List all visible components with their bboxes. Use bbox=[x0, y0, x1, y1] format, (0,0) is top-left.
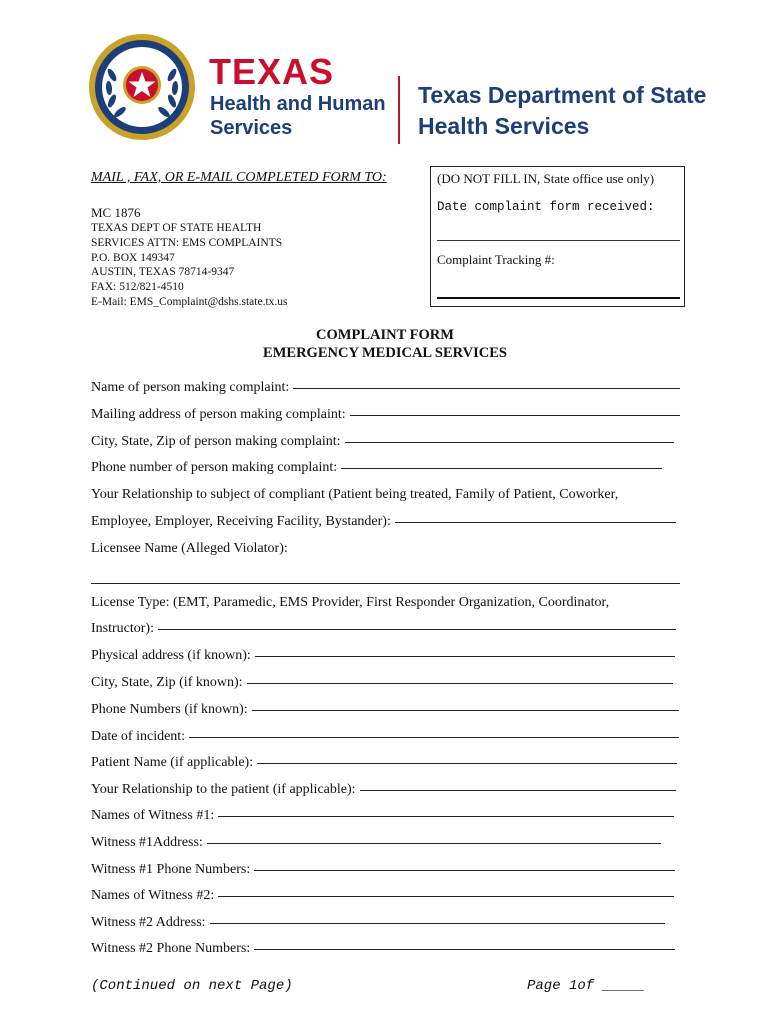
patient-relationship-field[interactable] bbox=[91, 782, 676, 798]
field-label: Witness #2 Address: bbox=[91, 915, 206, 930]
field-label: Employee, Employer, Receiving Facility, Bystander): bbox=[91, 514, 391, 529]
org-name-hhs bbox=[210, 92, 386, 140]
field-label: Names of Witness #1: bbox=[91, 808, 215, 823]
date-received-label: Date complaint form received: bbox=[437, 200, 655, 214]
field-label: City, State, Zip (if known): bbox=[91, 675, 243, 690]
office-use-box bbox=[430, 166, 685, 307]
field-label: Witness #2 Phone Numbers: bbox=[91, 941, 251, 956]
continued-note: (Continued on next Page) bbox=[91, 978, 293, 994]
field-label: Witness #1Address: bbox=[91, 835, 203, 850]
mailing-address-field[interactable] bbox=[91, 407, 680, 423]
fill-line[interactable] bbox=[293, 388, 680, 389]
dept-line1: Texas Department of State bbox=[418, 82, 707, 108]
office-use-title: (DO NOT FILL IN, State office use only) bbox=[437, 171, 655, 186]
licensee-city-field[interactable] bbox=[91, 675, 673, 691]
date-received-line bbox=[437, 240, 680, 241]
form-title-line1: COMPLAINT FORM bbox=[316, 327, 454, 343]
field-label: Instructor): bbox=[91, 621, 154, 636]
header-divider bbox=[398, 76, 400, 144]
fill-line[interactable] bbox=[395, 522, 676, 523]
fill-line[interactable] bbox=[345, 442, 675, 443]
license-type-text: License Type: (EMT, Paramedic, EMS Provider, First Responder Organization, Coordinator, bbox=[91, 595, 610, 610]
fill-line[interactable] bbox=[257, 763, 677, 764]
mail-address bbox=[91, 221, 288, 310]
address-line: FAX: 512/821-4510 bbox=[91, 281, 184, 294]
form-title-line2: EMERGENCY MEDICAL SERVICES bbox=[263, 345, 507, 361]
field-label: Witness #1 Phone Numbers: bbox=[91, 862, 251, 877]
licensee-phone-field[interactable] bbox=[91, 702, 679, 718]
complainant-name-field[interactable] bbox=[91, 380, 680, 396]
license-type-field[interactable] bbox=[91, 621, 676, 637]
relationship-text: Your Relationship to subject of compliant (Patient being treated, Family of Patient, Coworker, bbox=[91, 487, 619, 502]
physical-address-field[interactable] bbox=[91, 648, 675, 664]
fill-line[interactable] bbox=[360, 790, 676, 791]
address-line: TEXAS DEPT OF STATE HEALTH bbox=[91, 222, 262, 234]
department-name bbox=[418, 80, 706, 142]
org-name-texas: TEXAS bbox=[209, 51, 335, 92]
incident-date-field[interactable] bbox=[91, 729, 679, 745]
field-label: Date of incident: bbox=[91, 729, 186, 744]
address-line: E-Mail: EMS_Complaint@dshs.state.tx.us bbox=[91, 295, 288, 308]
address-line: AUSTIN, TEXAS 78714-9347 bbox=[91, 266, 235, 279]
field-label: Names of Witness #2: bbox=[91, 888, 215, 903]
fill-line[interactable] bbox=[207, 843, 661, 844]
fill-line[interactable] bbox=[254, 870, 675, 871]
fill-line[interactable] bbox=[252, 710, 679, 711]
tracking-line bbox=[437, 297, 680, 299]
licensee-name-label: Licensee Name (Alleged Violator): bbox=[91, 541, 288, 556]
field-label: Name of person making complaint: bbox=[91, 380, 290, 395]
fill-line[interactable] bbox=[218, 816, 674, 817]
fill-line[interactable] bbox=[255, 656, 675, 657]
form-title bbox=[0, 326, 770, 362]
fill-line[interactable] bbox=[247, 683, 673, 684]
fill-line[interactable] bbox=[218, 896, 674, 897]
fill-line[interactable] bbox=[350, 415, 680, 416]
witness1-name-field[interactable] bbox=[91, 808, 674, 824]
mail-code: MC 1876 bbox=[91, 205, 141, 220]
witness2-name-field[interactable] bbox=[91, 888, 674, 904]
field-label: Your Relationship to the patient (if applicable): bbox=[91, 782, 356, 797]
address-line: SERVICES ATTN: EMS COMPLAINTS bbox=[91, 236, 283, 249]
witness2-address-field[interactable] bbox=[91, 915, 665, 931]
org-name-line2: Health and Human bbox=[210, 93, 386, 115]
texas-seal-logo bbox=[88, 33, 196, 141]
field-label: City, State, Zip of person making complaint: bbox=[91, 434, 341, 449]
tracking-label: Complaint Tracking #: bbox=[437, 252, 555, 267]
fill-line[interactable] bbox=[254, 949, 675, 950]
field-label: Mailing address of person making complaint: bbox=[91, 407, 346, 422]
field-label: Phone number of person making complaint: bbox=[91, 460, 338, 475]
page-number: Page 1of _____ bbox=[527, 978, 645, 994]
witness1-phone-field[interactable] bbox=[91, 862, 675, 878]
fill-line[interactable] bbox=[341, 468, 662, 469]
org-name-line3: Services bbox=[210, 117, 293, 139]
fill-line[interactable] bbox=[210, 923, 665, 924]
complainant-city-field[interactable] bbox=[91, 434, 674, 450]
complainant-phone-field[interactable] bbox=[91, 460, 662, 476]
dept-line2: Health Services bbox=[418, 113, 590, 139]
licensee-name-line[interactable] bbox=[91, 583, 680, 584]
fill-line[interactable] bbox=[189, 737, 679, 738]
field-label: Phone Numbers (if known): bbox=[91, 702, 248, 717]
witness1-address-field[interactable] bbox=[91, 835, 661, 851]
fill-line[interactable] bbox=[158, 629, 676, 630]
mail-heading: MAIL , FAX, OR E-MAIL COMPLETED FORM TO: bbox=[91, 170, 387, 185]
field-label: Physical address (if known): bbox=[91, 648, 251, 663]
address-line: P.O. BOX 149347 bbox=[91, 251, 175, 264]
relationship-field[interactable] bbox=[91, 514, 676, 530]
witness2-phone-field[interactable] bbox=[91, 941, 675, 957]
field-label: Patient Name (if applicable): bbox=[91, 755, 254, 770]
patient-name-field[interactable] bbox=[91, 755, 677, 771]
